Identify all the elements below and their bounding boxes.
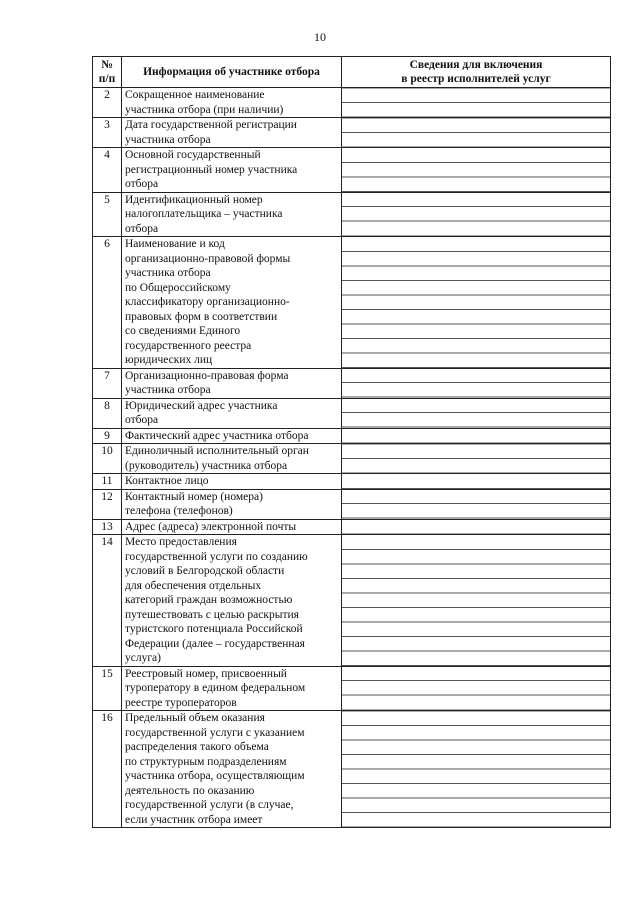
- row-info: Адрес (адреса) электронной почты: [122, 519, 342, 535]
- table-row: [93, 368, 611, 398]
- table-row: [93, 118, 611, 148]
- header-value: Сведения для включения в реестр исполнителей услуг: [342, 57, 611, 88]
- row-number: 12: [93, 489, 122, 519]
- row-info: Сокращенное наименование участника отбора (при наличии): [122, 88, 342, 118]
- header-info: Информация об участнике отбора: [122, 57, 342, 88]
- table-row: [93, 237, 611, 369]
- row-number: 4: [93, 148, 122, 193]
- row-value-field[interactable]: [342, 237, 611, 369]
- registry-table: [92, 56, 611, 828]
- table-body: [93, 88, 611, 828]
- table-row: [93, 398, 611, 428]
- row-info: Идентификационный номер налогоплательщика – участника отбора: [122, 192, 342, 237]
- table-row: [93, 444, 611, 474]
- row-number: 5: [93, 192, 122, 237]
- row-info: Контактный номер (номера) телефона (телефонов): [122, 489, 342, 519]
- row-number: 11: [93, 474, 122, 490]
- table-row: [93, 489, 611, 519]
- row-value-field[interactable]: [342, 428, 611, 444]
- table-row: [93, 711, 611, 828]
- table-row: [93, 428, 611, 444]
- table-row: [93, 666, 611, 711]
- row-number: 16: [93, 711, 122, 828]
- table-row: [93, 148, 611, 193]
- row-number: 2: [93, 88, 122, 118]
- row-value-field[interactable]: [342, 398, 611, 428]
- row-value-field[interactable]: [342, 148, 611, 193]
- row-number: 10: [93, 444, 122, 474]
- row-value-field[interactable]: [342, 444, 611, 474]
- row-info: Реестровый номер, присвоенный туроператору в едином федеральном реестре туроператоров: [122, 666, 342, 711]
- row-value-field[interactable]: [342, 519, 611, 535]
- row-number: 9: [93, 428, 122, 444]
- row-value-field[interactable]: [342, 88, 611, 118]
- row-value-field[interactable]: [342, 535, 611, 667]
- row-value-field[interactable]: [342, 192, 611, 237]
- page-number: 10: [314, 30, 326, 44]
- table-row: [93, 474, 611, 490]
- row-info: Основной государственный регистрационный номер участника отбора: [122, 148, 342, 193]
- row-number: 14: [93, 535, 122, 667]
- table-header: [93, 57, 611, 88]
- row-number: 6: [93, 237, 122, 369]
- row-info: Организационно-правовая форма участника отбора: [122, 368, 342, 398]
- header-row: [93, 57, 611, 88]
- table-row: [93, 535, 611, 667]
- row-value-field[interactable]: [342, 118, 611, 148]
- row-info: Единоличный исполнительный орган (руководитель) участника отбора: [122, 444, 342, 474]
- row-info: Наименование и код организационно-правовой формы участника отбора по Общероссийскому классификатору организационно- правовых форм в соответствии со сведениями Единого государственного реестра юридических лиц: [122, 237, 342, 369]
- row-value-field[interactable]: [342, 368, 611, 398]
- row-value-field[interactable]: [342, 666, 611, 711]
- row-info: Предельный объем оказания государственной услуги с указанием распределения такого объема по структурным подразделениям участника отбора, осуществляющим деятельность по оказанию государственной услуги (в случае, если участник отбора имеет: [122, 711, 342, 828]
- row-info: Контактное лицо: [122, 474, 342, 490]
- row-info: Фактический адрес участника отбора: [122, 428, 342, 444]
- row-number: 15: [93, 666, 122, 711]
- header-num: № п/п: [93, 57, 122, 88]
- row-value-field[interactable]: [342, 474, 611, 490]
- table-row: [93, 88, 611, 118]
- row-number: 13: [93, 519, 122, 535]
- row-info: Дата государственной регистрации участника отбора: [122, 118, 342, 148]
- row-value-field[interactable]: [342, 489, 611, 519]
- table-row: [93, 192, 611, 237]
- row-info: Место предоставления государственной услуги по созданию условий в Белгородской области для обеспечения отдельных категорий граждан возможностью путешествовать с целью раскрытия туристского потенциала Российской Федерации (далее – государственная услуга): [122, 535, 342, 667]
- row-value-field[interactable]: [342, 711, 611, 828]
- row-info: Юридический адрес участника отбора: [122, 398, 342, 428]
- table-row: [93, 519, 611, 535]
- row-number: 7: [93, 368, 122, 398]
- row-number: 3: [93, 118, 122, 148]
- row-number: 8: [93, 398, 122, 428]
